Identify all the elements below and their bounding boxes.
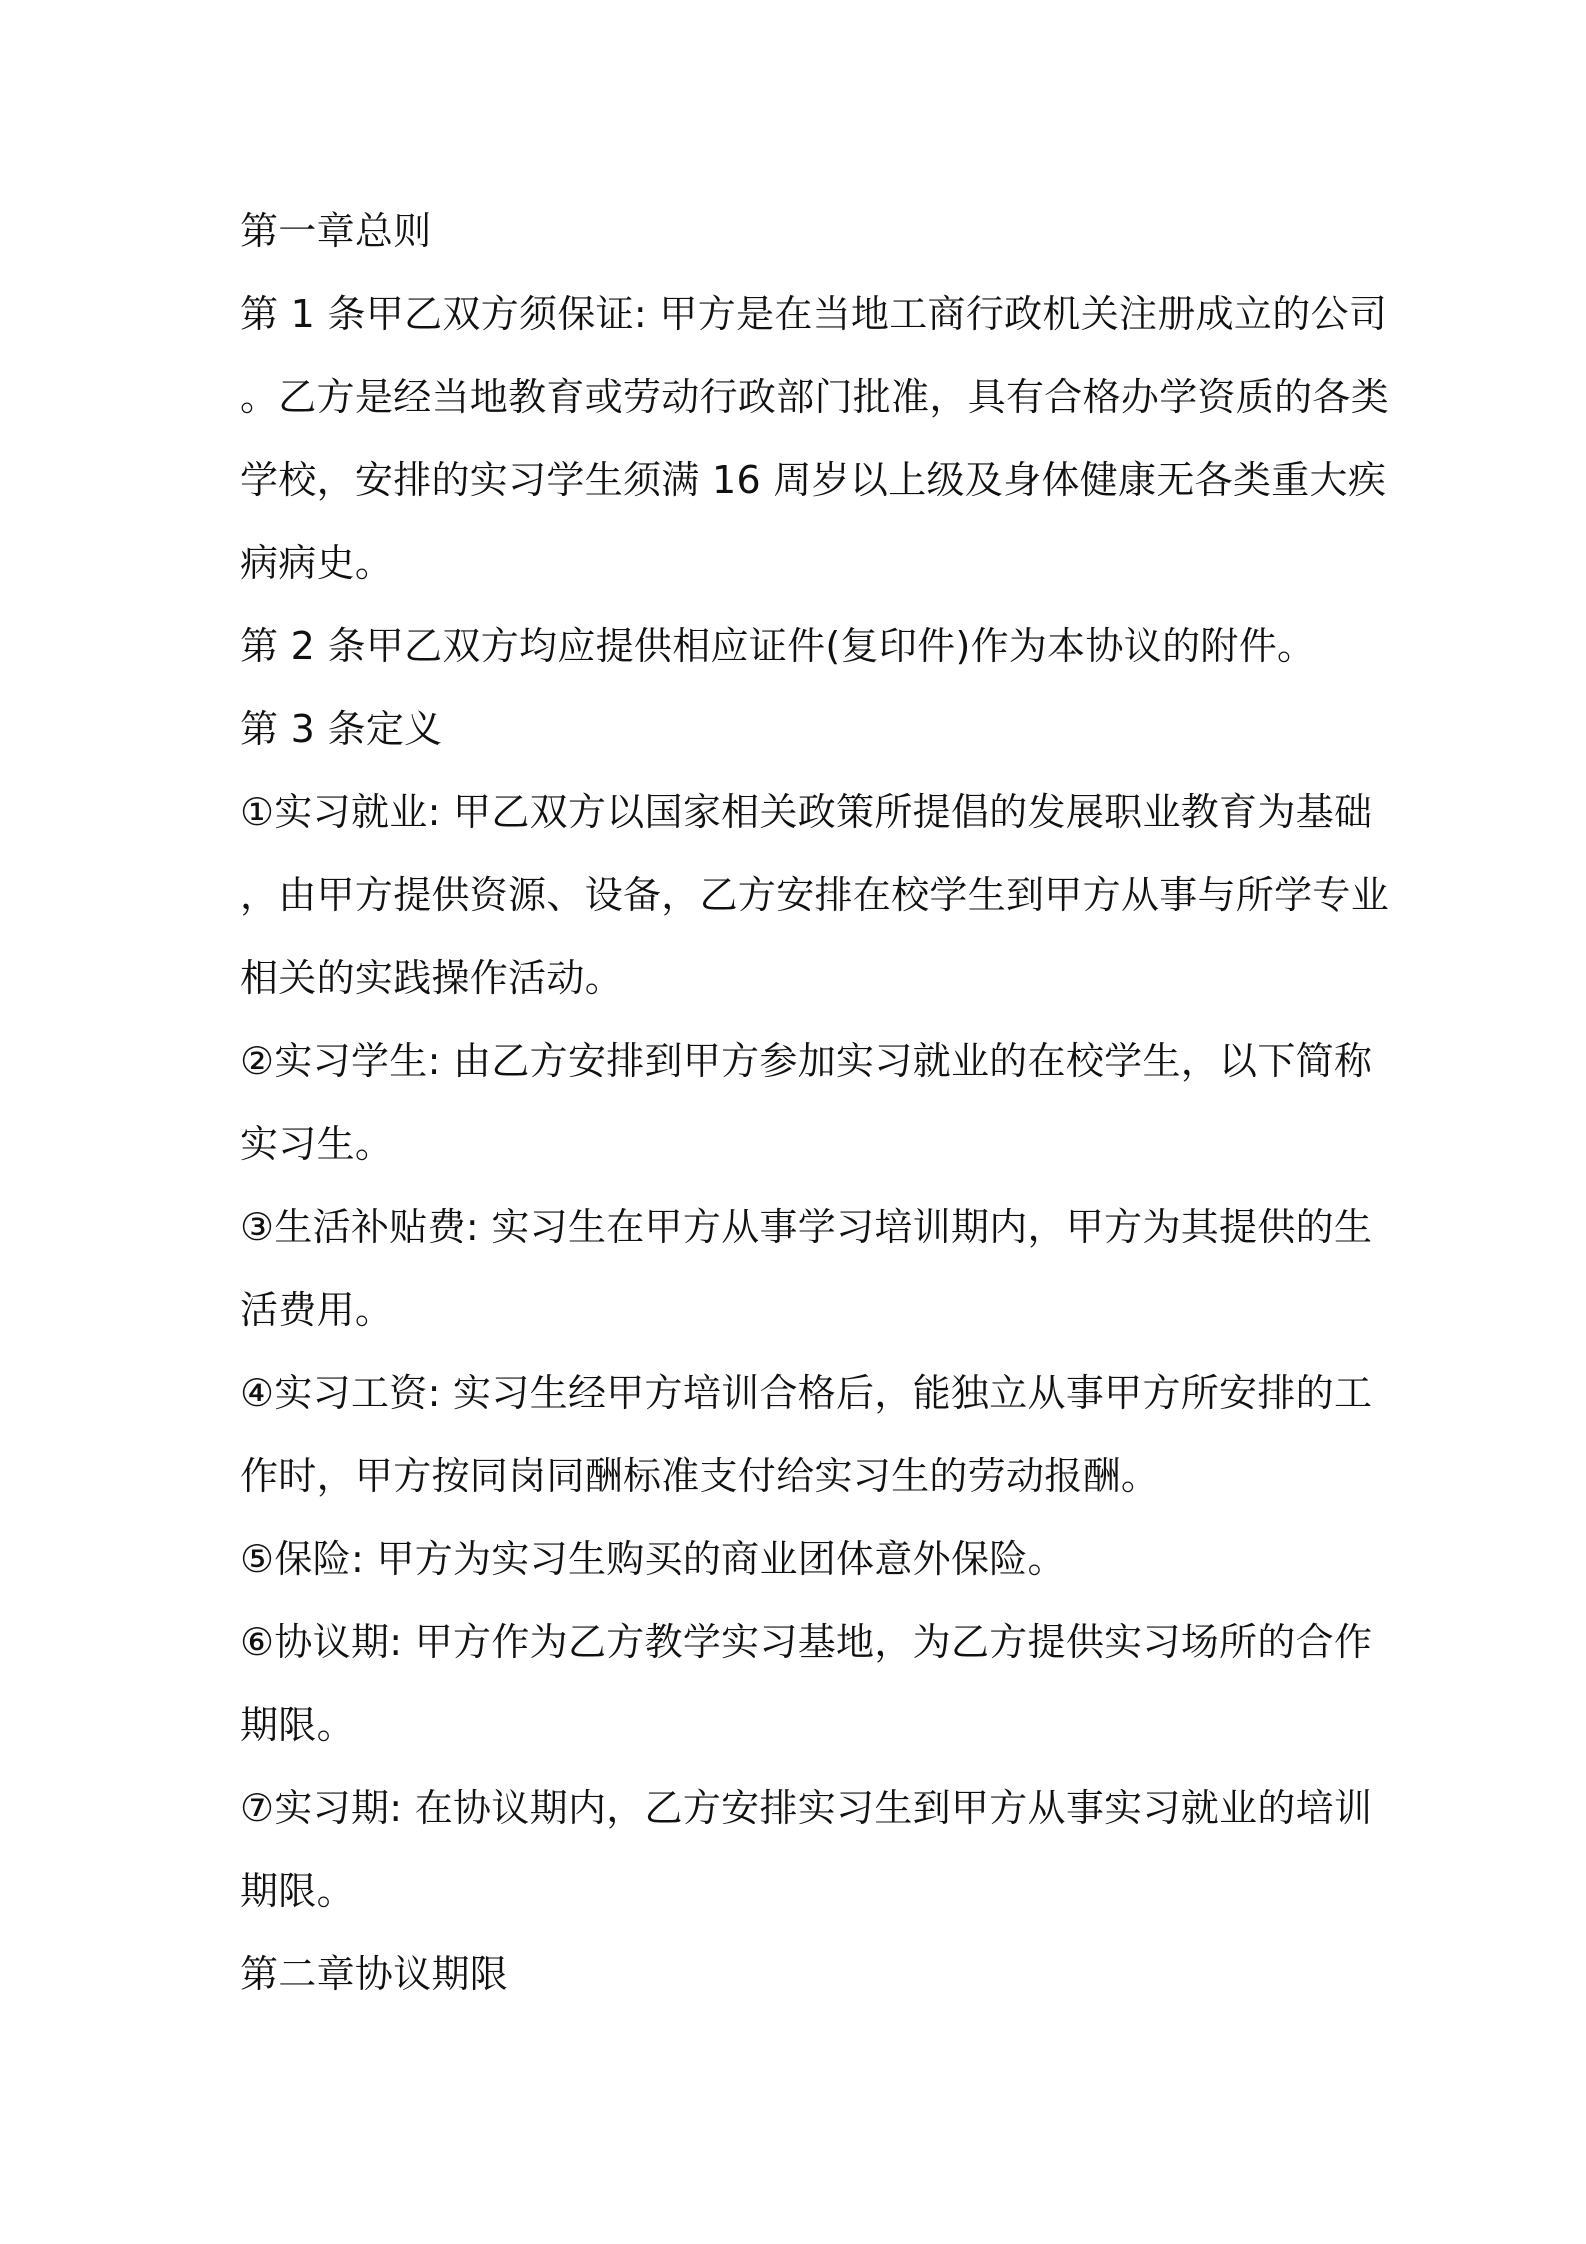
- definition-4-line-2: 作时，甲方按同岗同酬标准支付给实习生的劳动报酬。: [240, 1454, 1160, 1498]
- article-2-line: 第 2 条甲乙双方均应提供相应证件(复印件)作为本协议的附件。: [240, 624, 1316, 668]
- definition-2-line-2: 实习生。: [240, 1122, 394, 1166]
- definition-2-line-1: ②实习学生: 由乙方安排到甲方参加实习就业的在校学生，以下简称: [240, 1039, 1373, 1083]
- definition-7-line-2: 期限。: [240, 1869, 355, 1913]
- definition-1-line-2: ，由甲方提供资源、设备，乙方安排在校学生到甲方从事与所学专业: [240, 873, 1390, 917]
- article-1-line-4: 病病史。: [240, 541, 394, 585]
- definition-3-line-2: 活费用。: [240, 1288, 394, 1332]
- definition-6-line-2: 期限。: [240, 1703, 355, 1747]
- definition-1-line-1: ①实习就业: 甲乙双方以国家相关政策所提倡的发展职业教育为基础: [240, 790, 1373, 834]
- article-1-line-2: 。乙方是经当地教育或劳动行政部门批准，具有合格办学资质的各类: [240, 375, 1390, 419]
- definition-1-line-3: 相关的实践操作活动。: [240, 956, 624, 1000]
- definition-5-line: ⑤保险: 甲方为实习生购买的商业团体意外保险。: [240, 1537, 1066, 1581]
- article-1-line-3: 学校，安排的实习学生须满 16 周岁以上级及身体健康无各类重大疾: [240, 458, 1387, 502]
- definition-4-line-1: ④实习工资: 实习生经甲方培训合格后，能独立从事甲方所安排的工: [240, 1371, 1373, 1415]
- definition-3-line-1: ③生活补贴费: 实习生在甲方从事学习培训期内，甲方为其提供的生: [240, 1205, 1373, 1249]
- definition-6-line-1: ⑥协议期: 甲方作为乙方教学实习基地，为乙方提供实习场所的合作: [240, 1620, 1373, 1664]
- article-3-heading: 第 3 条定义: [240, 707, 443, 751]
- chapter-1-heading: 第一章总则: [240, 209, 432, 253]
- definition-7-line-1: ⑦实习期: 在协议期内，乙方安排实习生到甲方从事实习就业的培训: [240, 1786, 1373, 1830]
- document-body: [240, 190, 1390, 2016]
- chapter-2-heading: 第二章协议期限: [240, 1952, 509, 1996]
- article-1-line-1: 第 1 条甲乙双方须保证: 甲方是在当地工商行政机关注册成立的公司: [240, 292, 1388, 336]
